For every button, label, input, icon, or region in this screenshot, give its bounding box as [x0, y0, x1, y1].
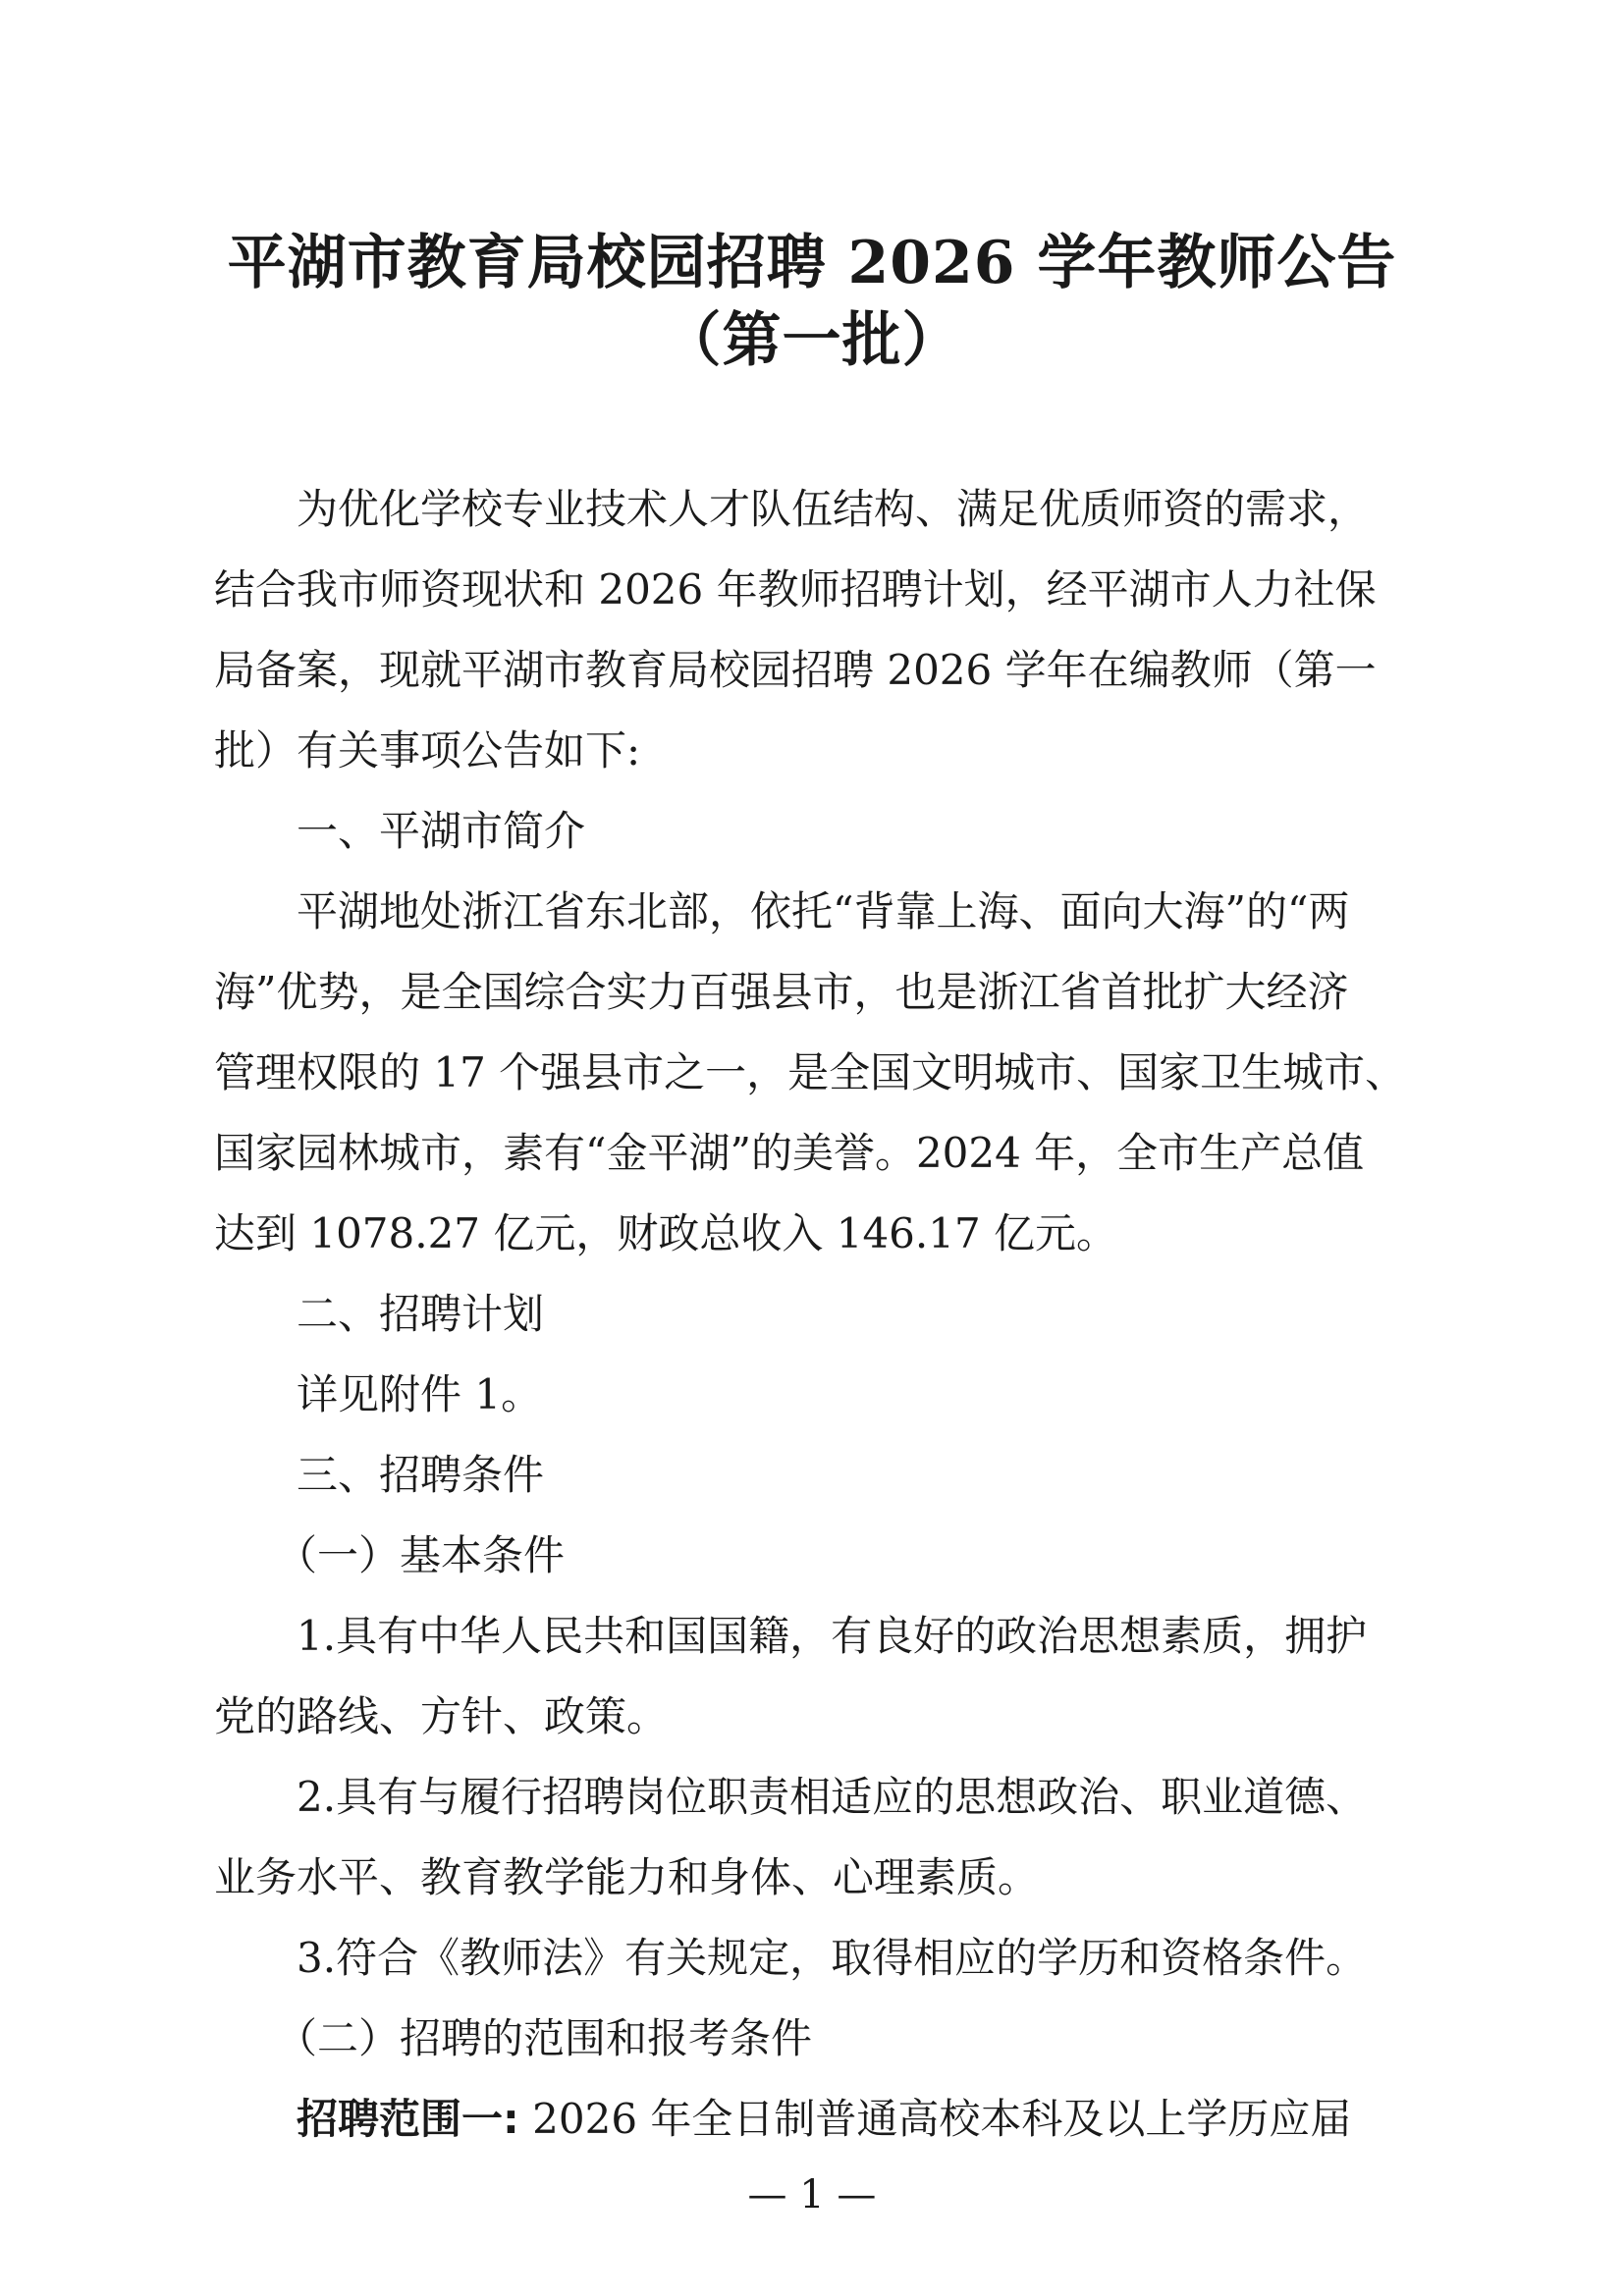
- intro-line-3: 局备案，现就平湖市教育局校园招聘 2026 学年在编教师（第一: [214, 646, 1377, 694]
- section-1-line-1: 平湖地处浙江省东北部，依托“背靠上海、面向大海”的“两: [214, 887, 1350, 935]
- section-2-line: 详见附件 1。: [214, 1370, 543, 1418]
- recruitment-scope-line: [214, 2079, 1506, 2160]
- section-1-line-5: 达到 1078.27 亿元，财政总收入 146.17 亿元。: [214, 1209, 1118, 1257]
- section-3-sub-1-line-2: 党的路线、方针、政策。: [214, 1692, 669, 1740]
- section-3-sub-1-line-4: 业务水平、教育教学能力和身体、心理素质。: [214, 1853, 1040, 1901]
- section-2-heading: 二、招聘计划: [214, 1290, 545, 1338]
- section-3-heading: 三、招聘条件: [214, 1451, 545, 1499]
- section-3-sub-1-heading: （一）基本条件: [214, 1531, 566, 1579]
- page-number: — 1 —: [747, 2172, 877, 2217]
- section-1-line-3: 管理权限的 17 个强县市之一，是全国文明城市、国家卫生城市、: [214, 1048, 1407, 1096]
- section-3-sub-1-line-3: 2.具有与履行招聘岗位职责相适应的思想政治、职业道德、: [214, 1773, 1368, 1821]
- intro-line-4: 批）有关事项公告如下:: [214, 726, 641, 774]
- document-title-line-1: 平湖市教育局校园招聘 2026 学年教师公告: [227, 229, 1397, 297]
- intro-line-2: 结合我市师资现状和 2026 年教师招聘计划，经平湖市人力社保: [214, 565, 1377, 614]
- section-3-sub-2-heading: （二）招聘的范围和报考条件: [214, 2014, 813, 2062]
- intro-line-1: 为优化学校专业技术人才队伍结构、满足优质师资的需求，: [214, 485, 1370, 533]
- document-title-line-2: （第一批）: [662, 306, 962, 375]
- recruitment-scope-text: 2026 年全日制普通高校本科及以上学历应届: [518, 2095, 1352, 2143]
- section-3-sub-1-line-5: 3.符合《教师法》有关规定，取得相应的学历和资格条件。: [214, 1934, 1368, 1982]
- section-1-line-2: 海”优势，是全国综合实力百强县市，也是浙江省首批扩大经济: [214, 968, 1349, 1016]
- section-3-sub-1-line-1: 1.具有中华人民共和国国籍，有良好的政治思想素质，拥护: [214, 1612, 1368, 1660]
- section-1-heading: 一、平湖市简介: [214, 807, 586, 855]
- section-1-line-4: 国家园林城市，素有“金平湖”的美誉。2024 年，全市生产总值: [214, 1129, 1365, 1177]
- recruitment-scope-lead: 招聘范围一:: [297, 2095, 519, 2143]
